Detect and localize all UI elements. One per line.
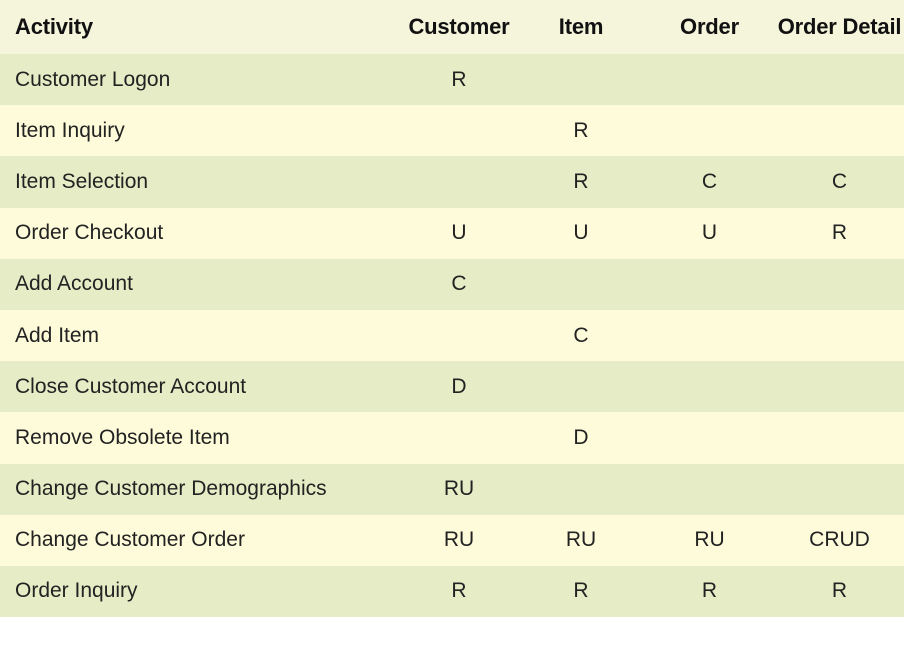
cell-item [518, 361, 644, 412]
cell-item: U [573, 221, 589, 245]
cell-order-detail [775, 464, 904, 515]
cell-order [644, 259, 775, 310]
cell-order-detail [775, 361, 904, 412]
cell-customer [400, 412, 518, 463]
cell-item: R [573, 169, 589, 193]
table-row [0, 259, 904, 310]
table-row [0, 515, 904, 566]
header-row [0, 0, 904, 54]
cell-item [518, 54, 644, 105]
cell-customer: D [451, 374, 467, 398]
table-row [0, 566, 904, 617]
table-row [0, 105, 904, 156]
cell-order [644, 310, 775, 361]
cell-order [644, 464, 775, 515]
cell-order: RU [694, 528, 725, 552]
cell-order [644, 105, 775, 156]
cell-order-detail [775, 412, 904, 463]
page-bottom-margin [0, 617, 904, 647]
cell-customer [400, 156, 518, 207]
cell-item: D [573, 425, 589, 449]
cell-order [644, 412, 775, 463]
cell-item: C [573, 323, 589, 347]
cell-activity: Remove Obsolete Item [15, 425, 230, 449]
header-item: Item [558, 14, 604, 39]
cell-customer: RU [443, 477, 475, 501]
table-body [0, 54, 904, 617]
cell-order [644, 54, 775, 105]
cell-item: R [573, 118, 589, 142]
cell-item [518, 464, 644, 515]
cell-item [518, 259, 644, 310]
cell-activity: Close Customer Account [15, 374, 247, 398]
cell-activity: Item Inquiry [15, 118, 125, 142]
cell-activity: Order Checkout [15, 221, 164, 245]
cell-customer: C [451, 272, 467, 296]
cell-order-detail [775, 54, 904, 105]
cell-activity: Order Inquiry [15, 579, 138, 603]
header-customer: Customer [408, 14, 510, 39]
cell-order-detail: CRUD [809, 528, 870, 552]
cell-customer [400, 105, 518, 156]
table-row [0, 464, 904, 515]
cell-customer: RU [443, 528, 475, 552]
table-row [0, 361, 904, 412]
table-row [0, 310, 904, 361]
cell-order: C [701, 169, 718, 193]
table-row [0, 54, 904, 105]
cell-order [644, 361, 775, 412]
header-order-detail: Order Detail [777, 14, 902, 39]
cell-order-detail [775, 105, 904, 156]
cell-order: U [701, 221, 718, 245]
cell-order-detail: R [831, 579, 848, 603]
header-activity: Activity [15, 14, 93, 39]
header-order: Order [680, 14, 739, 39]
cell-order: R [701, 579, 718, 603]
cell-customer: U [451, 221, 467, 245]
cell-customer: R [451, 579, 467, 603]
cell-item: RU [565, 528, 597, 552]
cell-order-detail: R [831, 221, 848, 245]
cell-activity: Change Customer Demographics [15, 477, 327, 501]
table-row [0, 412, 904, 463]
cell-order-detail [775, 259, 904, 310]
cell-customer [400, 310, 518, 361]
table-header [0, 0, 904, 54]
cell-activity: Item Selection [15, 169, 149, 193]
cell-activity: Change Customer Order [15, 528, 245, 552]
cell-order-detail [775, 310, 904, 361]
cell-customer: R [451, 67, 467, 91]
cell-order-detail: C [831, 169, 848, 193]
cell-item: R [573, 579, 589, 603]
cell-activity: Add Account [15, 272, 133, 296]
table-row [0, 208, 904, 259]
cell-activity: Add Item [15, 323, 100, 347]
table-row [0, 156, 904, 207]
cell-activity: Customer Logon [15, 67, 171, 91]
